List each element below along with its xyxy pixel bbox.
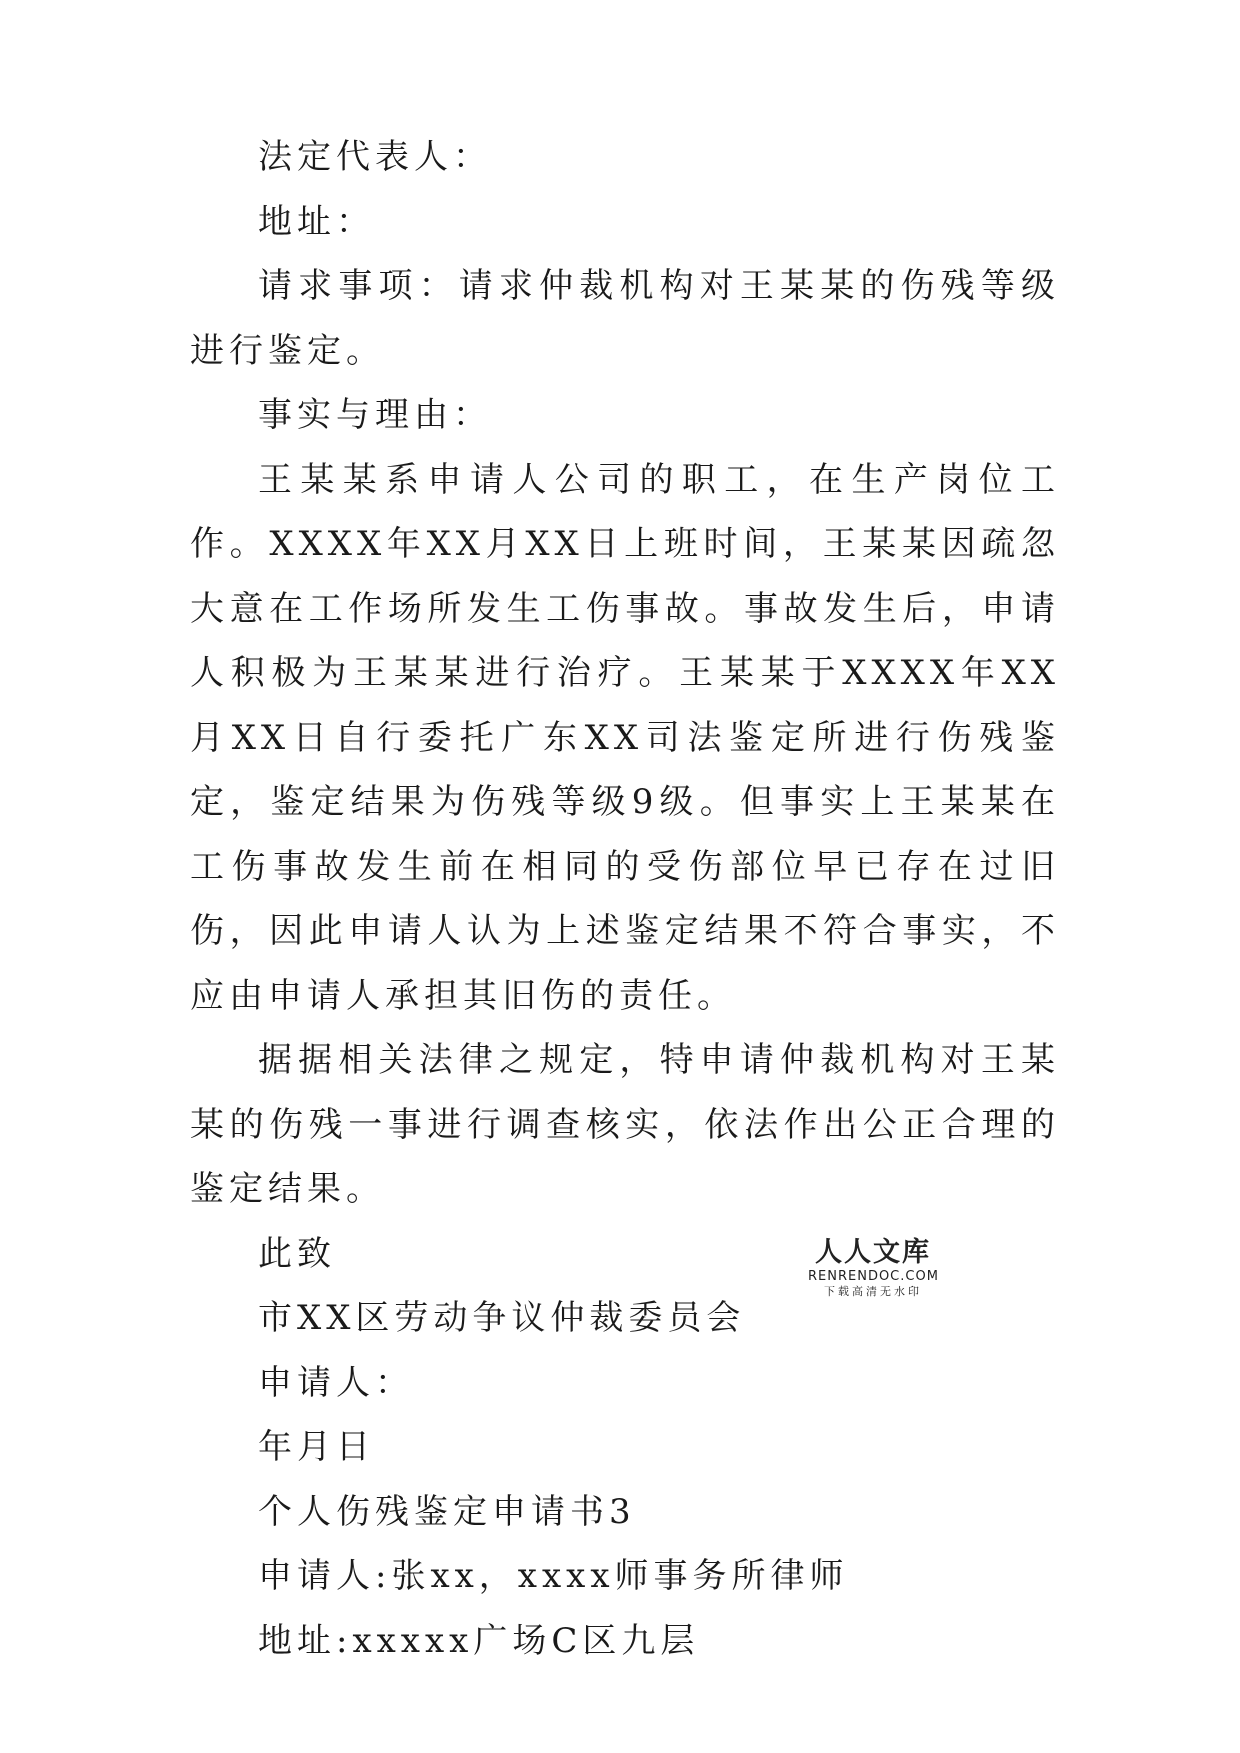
date-line: 年月日 bbox=[258, 1427, 375, 1467]
document-body bbox=[190, 125, 1060, 1673]
address-line: 地址： bbox=[258, 201, 375, 242]
applicant-address-line: 地址:xxxxx广场C区九层 bbox=[258, 1620, 700, 1661]
legal-basis-paragraph: 据据相关法律之规定，特申请仲裁机构对王某某的伤残一事进行调查核实，依法作出公正合理的鉴定结果。 bbox=[190, 1040, 1060, 1209]
legal-representative-line: 法定代表人： bbox=[258, 137, 492, 177]
watermark-domain: RENRENDOC.COM bbox=[808, 1269, 939, 1284]
salutation-line: 此致 bbox=[258, 1233, 336, 1274]
watermark-logo bbox=[808, 1237, 938, 1299]
section-title: 个人伤残鉴定申请书3 bbox=[258, 1491, 636, 1532]
applicant-signature-line: 申请人： bbox=[258, 1362, 414, 1403]
applicant-line: 申请人:张xx，xxxx师事务所律师 bbox=[258, 1556, 849, 1596]
facts-paragraph: 王某某系申请人公司的职工，在生产岗位工作。XXXX年XX月XX日上班时间，王某某因疏忽大意在工作场所发生工伤事故。事故发生后，申请人积极为王某某进行治疗。王某某于XXXX年XX月XX日自行委托广东XX司法鉴定所进行伤残鉴定，鉴定结果为伤残等级9级。但事实上王某某在工伤事故发生前在相同的受伤部位早已存在过旧伤，因此申请人认为上述鉴定结果不符合事实，不应由申请人承担其旧伤的责任。 bbox=[190, 459, 1060, 1016]
request-items-paragraph: 请求事项：请求仲裁机构对王某某的伤残等级进行鉴定。 bbox=[190, 266, 1060, 371]
addressee-line: 市XX区劳动争议仲裁委员会 bbox=[258, 1298, 746, 1338]
watermark-name: 人人文库 bbox=[815, 1237, 931, 1268]
watermark-slogan: 下载高清无水印 bbox=[824, 1285, 922, 1298]
facts-heading: 事实与理由： bbox=[258, 395, 492, 435]
